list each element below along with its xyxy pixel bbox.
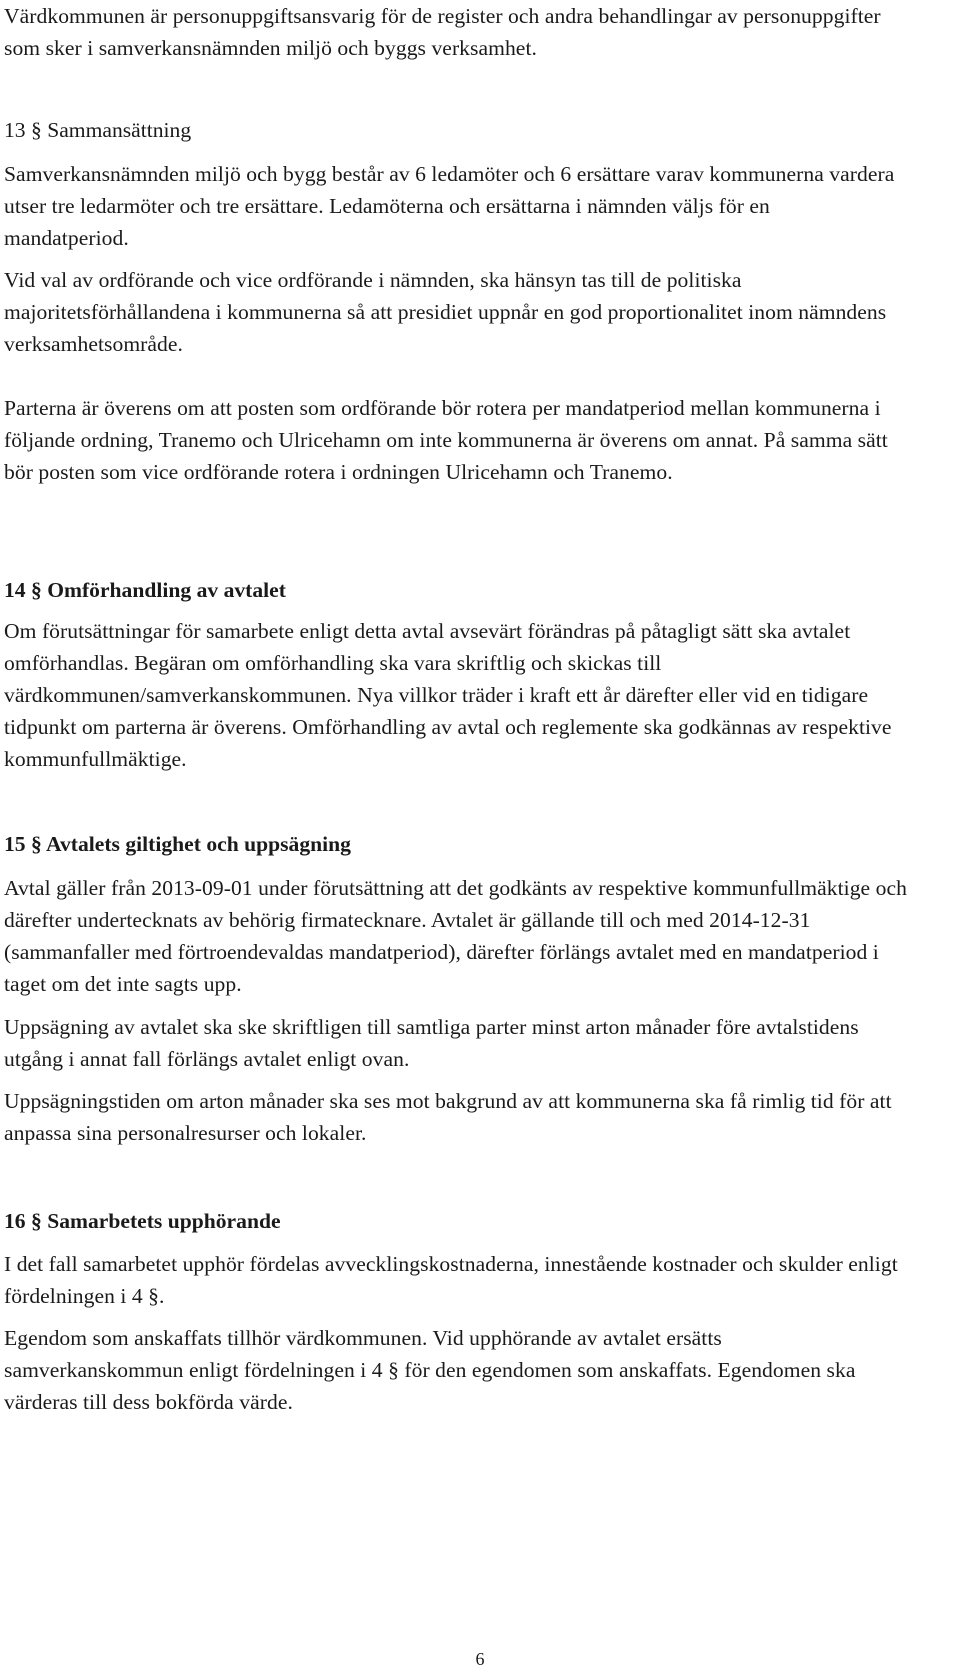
intro-paragraph: Värdkommunen är personuppgiftsansvarig för de register och andra behandlingar av personuppgifter som sker i samverkansnämnden miljö och byggs verksamhet.	[4, 4, 881, 60]
section-16-heading: 16 § Samarbetets upphörande	[4, 1209, 281, 1233]
section-15-paragraph-2: Uppsägning av avtalet ska ske skriftligen till samtliga parter minst arton månader före avtalstidens utgång i annat fall förlängs avtalet enligt ovan.	[4, 1015, 859, 1071]
section-13-paragraph-3: Parterna är överens om att posten som ordförande bör rotera per mandatperiod mellan kommunerna i följande ordning, Tranemo och Ulricehamn om inte kommunerna är överens om annat. På samma sätt bör posten som vice ordförande rotera i ordningen Ulricehamn och Tranemo.	[4, 396, 888, 484]
section-16-paragraph-2: Egendom som anskaffats tillhör värdkommunen. Vid upphörande av avtalet ersätts samverkanskommun enligt fördelningen i 4 § för den egendomen som anskaffats. Egendomen ska värderas till dess bokförda värde.	[4, 1326, 856, 1414]
section-13-paragraph-2: Vid val av ordförande och vice ordförande i nämnden, ska hänsyn tas till de politiska majoritetsförhållandena i kommunerna så att presidiet uppnår en god proportionalitet inom nämndens verksamhetsområde.	[4, 268, 887, 356]
section-15-heading: 15 § Avtalets giltighet och uppsägning	[4, 832, 351, 856]
section-13-paragraph-1: Samverkansnämnden miljö och bygg består av 6 ledamöter och 6 ersättare varav kommunerna vardera utser tre ledarmöter och tre ersättare. Ledamöterna och ersättarna i nämnden väljs för en mandatperiod.	[4, 162, 895, 250]
section-13-heading: 13 § Sammansättning	[4, 118, 192, 142]
section-14-paragraph-1: Om förutsättningar för samarbete enligt detta avtal avsevärt förändras på påtagligt sätt ska avtalet omförhandlas. Begäran om omförhandling ska vara skriftlig och skickas till värdkommunen/samverkanskommunen. Nya villkor träder i kraft ett år därefter eller vid en tidigare tidpunkt om parterna är överens. Omförhandling av avtal och reglemente ska godkännas av respektive kommunfullmäktige.	[4, 619, 892, 771]
section-16-paragraph-1: I det fall samarbetet upphör fördelas avvecklingskostnaderna, innestående kostnader och skulder enligt fördelningen i 4 §.	[4, 1252, 898, 1308]
section-15-paragraph-3: Uppsägningstiden om arton månader ska ses mot bakgrund av att kommunerna ska få rimlig tid för att anpassa sina personalresurser och lokaler.	[4, 1089, 892, 1145]
section-15-paragraph-1: Avtal gäller från 2013-09-01 under förutsättning att det godkänts av respektive kommunfullmäktige och därefter undertecknats av behörig firmatecknare. Avtalet är gällande till och med 2014-12-31 (sammanfaller med förtroendevaldas mandatperiod), därefter förlängs avtalet med en mandatperiod i taget om det inte sagts upp.	[4, 876, 907, 996]
page-number: 6	[475, 1649, 485, 1669]
section-14-heading: 14 § Omförhandling av avtalet	[4, 578, 286, 602]
